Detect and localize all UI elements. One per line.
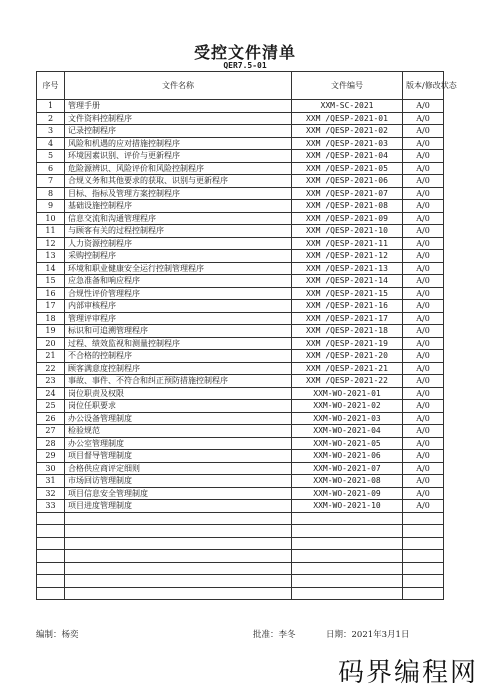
row-file-name: 岗位任职要求: [65, 400, 292, 413]
row-file-code: XXM-SC-2021: [292, 100, 403, 113]
row-file-code: XXM /QESP-2021-03: [292, 137, 403, 150]
row-file-code: XXM /QESP-2021-16: [292, 300, 403, 313]
row-version: A/0: [403, 462, 444, 475]
row-number: 5: [37, 150, 65, 163]
row-file-code: XXM-WO-2021-10: [292, 500, 403, 513]
empty-cell: [292, 512, 403, 525]
row-version: A/0: [403, 400, 444, 413]
table-row: [37, 325, 444, 338]
header-name: 文件名称: [65, 72, 292, 100]
row-number: 30: [37, 462, 65, 475]
row-file-name: 管理评审程序: [65, 312, 292, 325]
row-file-code: XXM /QESP-2021-05: [292, 162, 403, 175]
row-file-code: XXM /QESP-2021-14: [292, 275, 403, 288]
empty-cell: [37, 550, 65, 563]
row-number: 15: [37, 275, 65, 288]
empty-cell: [65, 512, 292, 525]
row-file-name: 事故、事件、不符合和纠正预防措施控制程序: [65, 375, 292, 388]
table-row: [37, 450, 444, 463]
row-file-name: 风险和机遇的应对措施控制程序: [65, 137, 292, 150]
row-file-name: 环境因素识别、评价与更新程序: [65, 150, 292, 163]
row-version: A/0: [403, 212, 444, 225]
empty-cell: [65, 525, 292, 538]
row-file-name: 管理手册: [65, 100, 292, 113]
row-file-code: XXM /QESP-2021-11: [292, 237, 403, 250]
table-row: [37, 337, 444, 350]
document-title: 受控文件清单: [193, 43, 296, 62]
row-file-code: XXM /QESP-2021-07: [292, 187, 403, 200]
table-row: [37, 462, 444, 475]
table-row: [37, 237, 444, 250]
table-row: [37, 375, 444, 388]
empty-cell: [403, 587, 444, 600]
empty-row: [37, 525, 444, 538]
table-row: [37, 387, 444, 400]
empty-cell: [37, 525, 65, 538]
row-number: 8: [37, 187, 65, 200]
row-file-name: 与顾客有关的过程控制程序: [65, 225, 292, 238]
row-number: 3: [37, 125, 65, 138]
row-number: 25: [37, 400, 65, 413]
row-file-code: XXM-WO-2021-07: [292, 462, 403, 475]
row-file-code: XXM /QESP-2021-09: [292, 212, 403, 225]
table-row: [37, 425, 444, 438]
row-number: 29: [37, 450, 65, 463]
table-row: [37, 162, 444, 175]
row-number: 31: [37, 475, 65, 488]
row-file-name: 合规性评价管理程序: [65, 287, 292, 300]
row-file-name: 记录控制程序: [65, 125, 292, 138]
row-file-code: XXM /QESP-2021-19: [292, 337, 403, 350]
row-version: A/0: [403, 475, 444, 488]
row-file-name: 采购控制程序: [65, 250, 292, 263]
table-row: [37, 187, 444, 200]
row-file-code: XXM /QESP-2021-20: [292, 350, 403, 363]
table-row: [37, 175, 444, 188]
row-number: 7: [37, 175, 65, 188]
row-number: 10: [37, 212, 65, 225]
table-row: [37, 487, 444, 500]
row-number: 27: [37, 425, 65, 438]
row-number: 12: [37, 237, 65, 250]
row-number: 26: [37, 412, 65, 425]
row-version: A/0: [403, 275, 444, 288]
row-version: A/0: [403, 300, 444, 313]
row-version: A/0: [403, 412, 444, 425]
row-version: A/0: [403, 100, 444, 113]
row-file-code: XXM /QESP-2021-18: [292, 325, 403, 338]
empty-cell: [65, 575, 292, 588]
row-file-name: 项目督导管理制度: [65, 450, 292, 463]
table-row: [37, 312, 444, 325]
row-version: A/0: [403, 387, 444, 400]
empty-cell: [292, 525, 403, 538]
row-version: A/0: [403, 125, 444, 138]
row-file-code: XXM /QESP-2021-17: [292, 312, 403, 325]
row-number: 16: [37, 287, 65, 300]
row-number: 1: [37, 100, 65, 113]
row-file-code: XXM /QESP-2021-21: [292, 362, 403, 375]
row-number: 9: [37, 200, 65, 213]
header-version: 版本/修改状态: [403, 72, 444, 100]
row-number: 13: [37, 250, 65, 263]
table-row: [37, 300, 444, 313]
table-row: [37, 137, 444, 150]
table-row: [37, 475, 444, 488]
table-row: [37, 350, 444, 363]
table-header-row: [37, 72, 444, 100]
row-file-code: XXM-WO-2021-01: [292, 387, 403, 400]
row-number: 28: [37, 437, 65, 450]
row-number: 32: [37, 487, 65, 500]
row-file-code: XXM /QESP-2021-06: [292, 175, 403, 188]
row-version: A/0: [403, 500, 444, 513]
table-row: [37, 400, 444, 413]
table-row: [37, 287, 444, 300]
header-code: 文件编号: [292, 72, 403, 100]
row-number: 23: [37, 375, 65, 388]
row-file-code: XXM /QESP-2021-01: [292, 112, 403, 125]
empty-row: [37, 537, 444, 550]
row-file-name: 项目进度管理制度: [65, 500, 292, 513]
empty-cell: [403, 512, 444, 525]
row-file-code: XXM-WO-2021-03: [292, 412, 403, 425]
table-row: [37, 100, 444, 113]
row-version: A/0: [403, 337, 444, 350]
row-number: 14: [37, 262, 65, 275]
empty-cell: [292, 587, 403, 600]
empty-cell: [403, 525, 444, 538]
empty-cell: [403, 575, 444, 588]
empty-cell: [292, 562, 403, 575]
table-row: [37, 275, 444, 288]
row-number: 24: [37, 387, 65, 400]
table-row: [37, 362, 444, 375]
row-file-name: 不合格的控制程序: [65, 350, 292, 363]
empty-cell: [292, 550, 403, 563]
table-row: [37, 200, 444, 213]
empty-cell: [65, 537, 292, 550]
empty-cell: [65, 562, 292, 575]
empty-cell: [65, 550, 292, 563]
row-file-code: XXM /QESP-2021-08: [292, 200, 403, 213]
empty-cell: [403, 562, 444, 575]
row-file-name: 应急准备和响应程序: [65, 275, 292, 288]
site-watermark: 码界编程网: [337, 658, 478, 688]
row-file-code: XXM-WO-2021-06: [292, 450, 403, 463]
table-row: [37, 125, 444, 138]
table-row: [37, 262, 444, 275]
empty-cell: [403, 550, 444, 563]
empty-row: [37, 512, 444, 525]
row-file-name: 合规义务和其他要求的获取、识别与更新程序: [65, 175, 292, 188]
row-file-name: 检验规范: [65, 425, 292, 438]
row-version: A/0: [403, 237, 444, 250]
row-version: A/0: [403, 312, 444, 325]
row-file-name: 内部审核程序: [65, 300, 292, 313]
row-file-name: 信息交流和沟通管理程序: [65, 212, 292, 225]
row-number: 20: [37, 337, 65, 350]
row-version: A/0: [403, 137, 444, 150]
row-version: A/0: [403, 437, 444, 450]
editor-label: 编制：杨奕: [36, 630, 79, 640]
row-file-code: XXM-WO-2021-08: [292, 475, 403, 488]
approver-label: 批准：李冬: [253, 630, 296, 640]
row-version: A/0: [403, 425, 444, 438]
row-file-code: XXM /QESP-2021-12: [292, 250, 403, 263]
row-file-name: 项目信息安全管理制度: [65, 487, 292, 500]
row-number: 6: [37, 162, 65, 175]
row-file-name: 市场回访管理制度: [65, 475, 292, 488]
document-number: QER7.5-01: [223, 61, 267, 70]
empty-cell: [65, 587, 292, 600]
row-version: A/0: [403, 150, 444, 163]
row-version: A/0: [403, 200, 444, 213]
row-file-code: XXM /QESP-2021-02: [292, 125, 403, 138]
row-file-name: 人力资源控制程序: [65, 237, 292, 250]
date-label: 日期：2021年3月1日: [326, 630, 410, 640]
row-number: 17: [37, 300, 65, 313]
row-file-name: 顾客满意度控制程序: [65, 362, 292, 375]
row-version: A/0: [403, 162, 444, 175]
row-version: A/0: [403, 225, 444, 238]
row-file-name: 危险源辨识、风险评价和风险控制程序: [65, 162, 292, 175]
empty-cell: [37, 575, 65, 588]
row-file-code: XXM /QESP-2021-15: [292, 287, 403, 300]
row-file-code: XXM-WO-2021-02: [292, 400, 403, 413]
row-version: A/0: [403, 112, 444, 125]
row-version: A/0: [403, 350, 444, 363]
empty-cell: [37, 562, 65, 575]
row-file-name: 基础设施控制程序: [65, 200, 292, 213]
row-file-code: XXM /QESP-2021-04: [292, 150, 403, 163]
row-version: A/0: [403, 262, 444, 275]
table-row: [37, 212, 444, 225]
empty-cell: [403, 537, 444, 550]
row-file-code: XXM-WO-2021-05: [292, 437, 403, 450]
row-version: A/0: [403, 450, 444, 463]
row-number: 19: [37, 325, 65, 338]
row-version: A/0: [403, 250, 444, 263]
table-row: [37, 150, 444, 163]
row-version: A/0: [403, 325, 444, 338]
row-version: A/0: [403, 375, 444, 388]
row-file-code: XXM /QESP-2021-22: [292, 375, 403, 388]
row-version: A/0: [403, 187, 444, 200]
row-file-name: 办公设备管理制度: [65, 412, 292, 425]
row-file-name: 环境和职业健康安全运行控制管理程序: [65, 262, 292, 275]
row-file-name: 文件资料控制程序: [65, 112, 292, 125]
row-file-code: XXM /QESP-2021-13: [292, 262, 403, 275]
empty-cell: [292, 537, 403, 550]
row-number: 18: [37, 312, 65, 325]
row-number: 22: [37, 362, 65, 375]
table-row: [37, 500, 444, 513]
empty-cell: [292, 575, 403, 588]
row-number: 11: [37, 225, 65, 238]
row-file-name: 岗位职责及权限: [65, 387, 292, 400]
row-version: A/0: [403, 175, 444, 188]
empty-row: [37, 587, 444, 600]
row-number: 33: [37, 500, 65, 513]
row-file-name: 目标、指标及管理方案控制程序: [65, 187, 292, 200]
row-number: 21: [37, 350, 65, 363]
row-file-name: 合格供应商评定细则: [65, 462, 292, 475]
row-file-code: XXM-WO-2021-09: [292, 487, 403, 500]
row-file-code: XXM-WO-2021-04: [292, 425, 403, 438]
controlled-documents-table: [36, 71, 457, 600]
empty-cell: [37, 537, 65, 550]
row-file-name: 标识和可追溯管理程序: [65, 325, 292, 338]
empty-cell: [37, 587, 65, 600]
row-number: 4: [37, 137, 65, 150]
row-version: A/0: [403, 487, 444, 500]
row-version: A/0: [403, 287, 444, 300]
table-row: [37, 412, 444, 425]
table-row: [37, 250, 444, 263]
empty-row: [37, 575, 444, 588]
row-file-code: XXM /QESP-2021-10: [292, 225, 403, 238]
row-file-name: 办公室管理制度: [65, 437, 292, 450]
table-row: [37, 112, 444, 125]
table-row: [37, 437, 444, 450]
row-version: A/0: [403, 362, 444, 375]
table-row: [37, 225, 444, 238]
empty-row: [37, 562, 444, 575]
row-number: 2: [37, 112, 65, 125]
row-file-name: 过程、绩效监视和测量控制程序: [65, 337, 292, 350]
header-no: 序号: [37, 72, 65, 100]
empty-cell: [37, 512, 65, 525]
empty-row: [37, 550, 444, 563]
